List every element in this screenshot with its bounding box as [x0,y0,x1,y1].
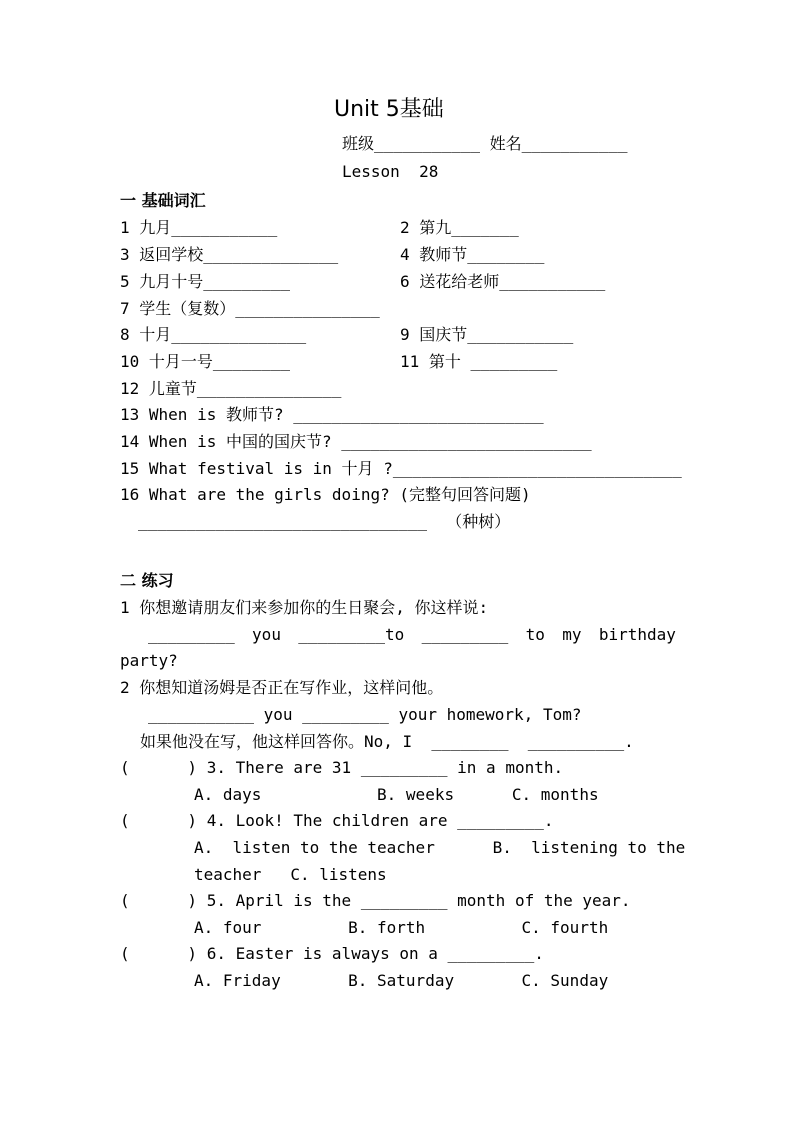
choice-question: ( ) 3. There are 31 _________ in a month. [120,758,564,777]
choice-options: A. days B. weeks C. months [194,785,599,804]
choice-options: A. four B. forth C. fourth [194,918,609,937]
vocab-item: 1 九月___________ [120,218,278,237]
vocab-question: 14 When is 中国的国庆节? __________________________ [120,432,592,451]
exercise-sentence [148,625,676,645]
vocab-item: 7 学生（复数）_______________ [120,299,380,318]
vocab-question: 13 When is 教师节? __________________________ [120,405,544,424]
exercise-prompt: 2 你想知道汤姆是否正在写作业，这样问他。 [120,678,444,697]
section1-heading: 一 基础词汇 [120,191,206,210]
vocab-answer-line: ______________________________ （种树） [138,512,511,531]
choice-question: ( ) 6. Easter is always on a _________. [120,944,544,963]
vocab-item: 4 教师节________ [400,245,545,264]
vocab-item: 2 第九_______ [400,218,519,237]
exercise-sentence: 如果他没在写，他这样回答你。No, I ________ __________. [140,732,634,751]
sentence-word: _________to [298,625,405,644]
sentence-word: to [525,625,545,644]
vocab-item: 10 十月一号________ [120,352,290,371]
sentence-word: _________ [421,625,509,644]
vocab-item: 12 儿童节_______________ [120,379,342,398]
choice-question: ( ) 4. Look! The children are _________. [120,811,554,830]
exercise-prompt: 1 你想邀请朋友们来参加你的生日聚会, 你这样说: [120,598,489,617]
exercise-sentence-cont: party? [120,651,178,670]
section2-heading: 二 练习 [120,571,174,590]
vocab-item: 3 返回学校______________ [120,245,339,264]
vocab-item: 5 九月十号_________ [120,272,290,291]
vocab-question: 15 What festival is in 十月 ?______________________________ [120,459,682,478]
sentence-word: you [252,625,281,644]
class-name-line: 班级___________ 姓名___________ [342,134,628,153]
lesson-label: Lesson 28 [342,162,439,181]
page-title: Unit 5基础 [334,97,444,122]
exercise-sentence: ___________ you _________ your homework, Tom? [148,705,582,724]
choice-question: ( ) 5. April is the _________ month of the year. [120,891,631,910]
sentence-word: birthday [598,625,676,644]
choice-options: A. listen to the teacher B. listening to the [194,838,686,857]
vocab-item: 8 十月______________ [120,325,307,344]
vocab-question: 16 What are the girls doing? (完整句回答问题) [120,485,531,504]
choice-options: A. Friday B. Saturday C. Sunday [194,971,609,990]
vocab-item: 9 国庆节___________ [400,325,574,344]
vocab-item: 11 第十 _________ [400,352,558,371]
sentence-word: my [562,625,582,644]
sentence-word: _________ [148,625,235,644]
vocab-item: 6 送花给老师___________ [400,272,606,291]
choice-options-cont: teacher C. listens [194,865,387,884]
